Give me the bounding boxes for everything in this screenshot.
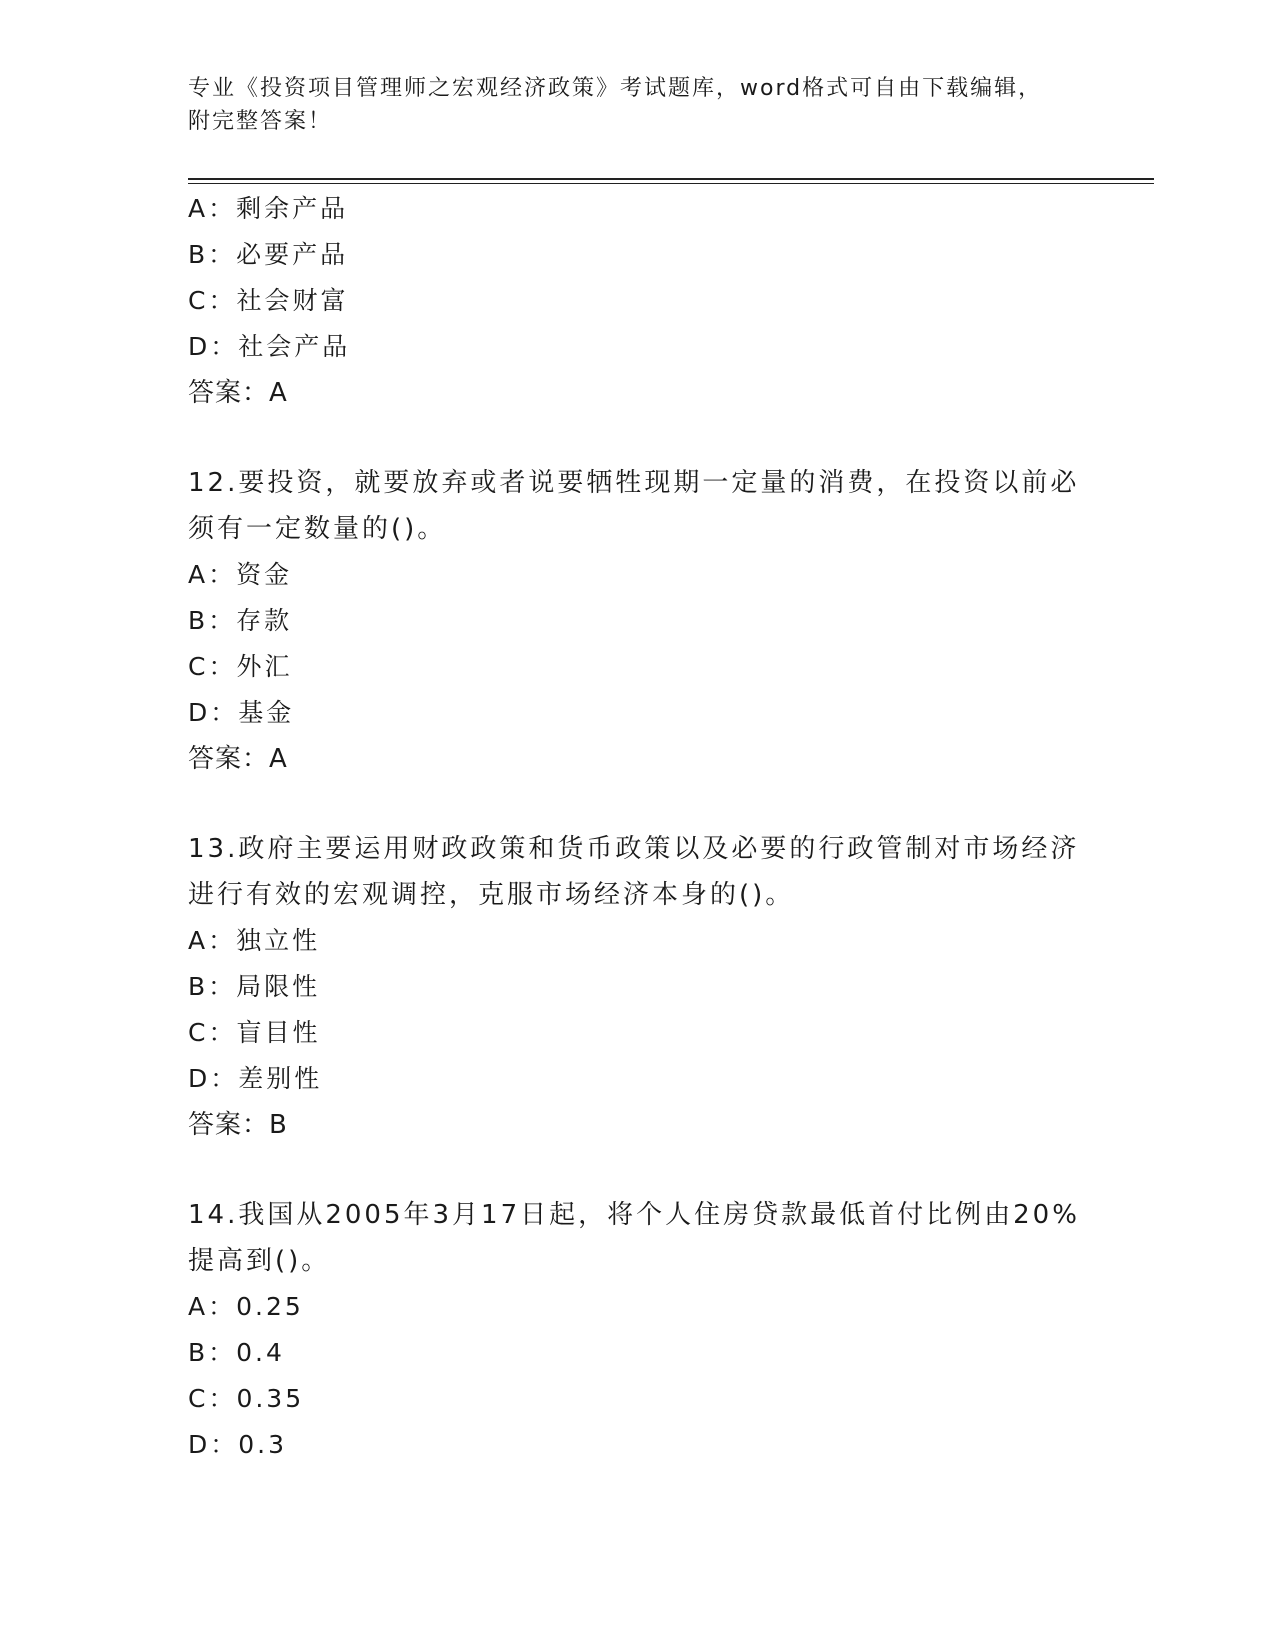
answer: 答案：B: [188, 1110, 288, 1140]
option-d: D：差别性: [188, 1064, 323, 1093]
question-list: [188, 186, 1088, 1468]
option-a: A：0.25: [188, 1292, 304, 1321]
option-a: A：资金: [188, 560, 293, 589]
question-stem: 14.我国从2005年3月17日起，将个人住房贷款最低首付比例由20%提高到()。: [188, 1200, 1080, 1276]
question-13: [188, 826, 1088, 1148]
option-b: B：0.4: [188, 1338, 285, 1367]
option-c: C：盲目性: [188, 1018, 321, 1047]
option-c: C：外汇: [188, 652, 293, 681]
option-b: B：存款: [188, 606, 293, 635]
question-14: [188, 1192, 1088, 1468]
document-intro: 专业《投资项目管理师之宏观经济政策》考试题库，word格式可自由下载编辑， 附完整答案！: [188, 76, 1043, 134]
option-c: C：社会财富: [188, 286, 349, 315]
option-b: B：必要产品: [188, 240, 349, 269]
option-d: D：社会产品: [188, 332, 351, 361]
answer: 答案：A: [188, 378, 288, 408]
question-12: [188, 460, 1088, 782]
option-d: D：基金: [188, 698, 295, 727]
option-a: A：剩余产品: [188, 194, 349, 223]
question-11: [188, 186, 1088, 416]
question-stem: 12.要投资，就要放弃或者说要牺牲现期一定量的消费，在投资以前必须有一定数量的()。: [188, 468, 1080, 544]
option-a: A：独立性: [188, 926, 321, 955]
option-c: C：0.35: [188, 1384, 305, 1413]
option-b: B：局限性: [188, 972, 321, 1001]
header-divider: [188, 178, 1154, 184]
answer: 答案：A: [188, 744, 288, 774]
option-d: D：0.3: [188, 1430, 288, 1459]
question-stem: 13.政府主要运用财政政策和货币政策以及必要的行政管制对市场经济进行有效的宏观调控，克服市场经济本身的()。: [188, 834, 1080, 910]
